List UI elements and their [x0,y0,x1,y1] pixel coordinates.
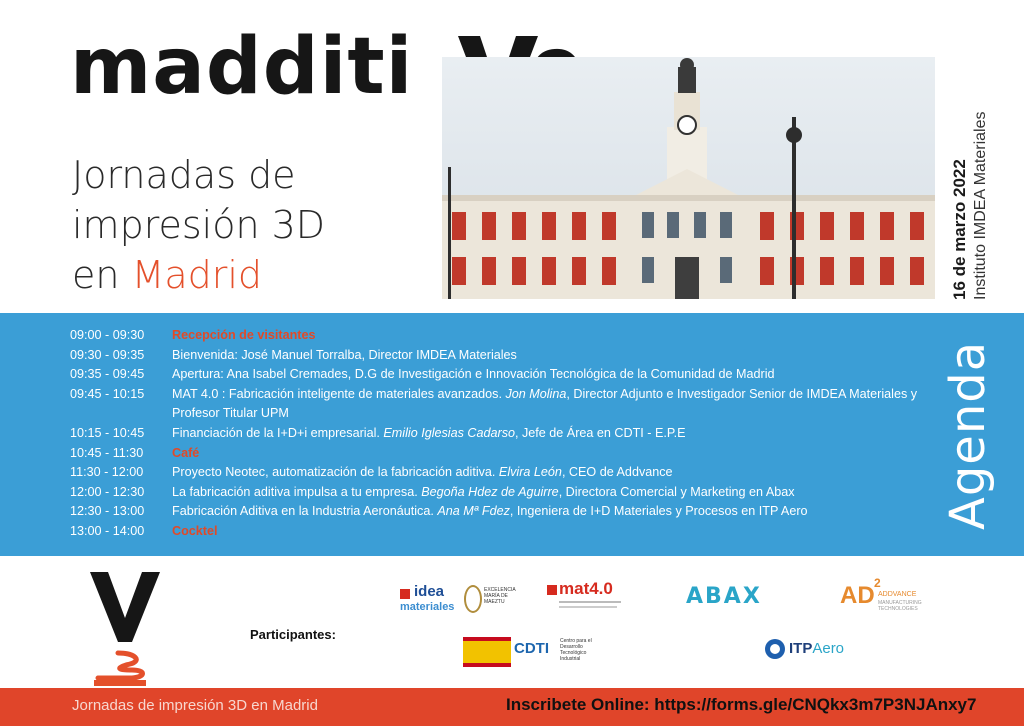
registration-link[interactable]: Inscribete Online: https://forms.gle/CNQkx3m7P3NJAnxy7 [506,695,977,714]
building-photo [442,57,935,299]
agenda-item: 12:00 - 12:30 La fabricación aditiva impulsa a tu empresa. Begoña Hdez de Aguirre, Directora Comercial y Marketing en Abax [70,484,795,499]
footer-event-name: Jornadas de impresión 3D en Madrid [72,697,318,714]
maeztu-logo: EXCELENCIA MARÍA DE MAEZTU [464,585,524,615]
agenda-item: 13:00 - 14:00 Cocktel [70,523,218,538]
subtitle-line-3: en Madrid [72,253,263,297]
subtitle-line-1: Jornadas de [72,153,296,197]
event-subtitle [72,150,325,300]
imdea-logo: idea materiales [400,583,455,613]
subtitle-city: Madrid [131,253,263,297]
gobierno-logo [463,637,511,667]
logo-wordmark: madditi [70,22,414,112]
agenda-item: 09:00 - 09:30 Recepción de visitantes [70,328,316,342]
itp-aero-logo: ITPAero [765,637,865,663]
agenda-title: Agenda [940,340,996,530]
agenda-item: 09:30 - 09:35 Bienvenida: José Manuel Torralba, Director IMDEA Materiales [70,347,517,362]
addvance-logo: AD 2 ADDVANCE MANUFACTURING TECHNOLOGIES [840,576,922,612]
event-date: 16 de marzo 2022 [950,159,969,300]
mat40-logo: mat4.0 [547,581,627,615]
cdti-logo: CDTI Centro para el Desarrollo Tecnológico Industrial [514,638,592,662]
participants-label: Participantes: [250,627,336,642]
subtitle-line-2: impresión 3D [72,203,326,247]
footer-squiggle-icon [92,650,152,686]
event-venue: Instituto IMDEA Materiales [972,111,989,300]
event-date-panel [946,40,1006,300]
agenda-item: 10:15 - 10:45 Financiación de la I+D+i empresarial. Emilio Iglesias Cadarso, Jefe de Área en CDTI - E.P.E [70,425,686,440]
agenda-item: 09:35 - 09:45 Apertura: Ana Isabel Cremades, D.G de Investigación e Innovación Tecnológica de la Comunidad de Madrid [70,367,775,382]
agenda-list [70,326,950,542]
abax-logo: ABAX [686,584,762,609]
agenda-item: 09:45 - 10:15 MAT 4.0 : Fabricación inteligente de materiales avanzados. Jon Molina, Director Adjunto e Investigador Senior de IMDEA Materiales y Profesor Titular UPM [70,386,918,421]
footer-v-icon [90,572,160,642]
agenda-item: 10:45 - 11:30 Café [70,445,200,460]
agenda-item: 12:30 - 13:00 Fabricación Aditiva en la Industria Aeronáutica. Ana Mª Fdez, Ingeniera de I+D Materiales y Procesos en ITP Aero [70,504,808,519]
agenda-item: 11:30 - 12:00 Proyecto Neotec, automatización de la fabricación aditiva. Elvira León, CEO de Addvance [70,465,673,480]
